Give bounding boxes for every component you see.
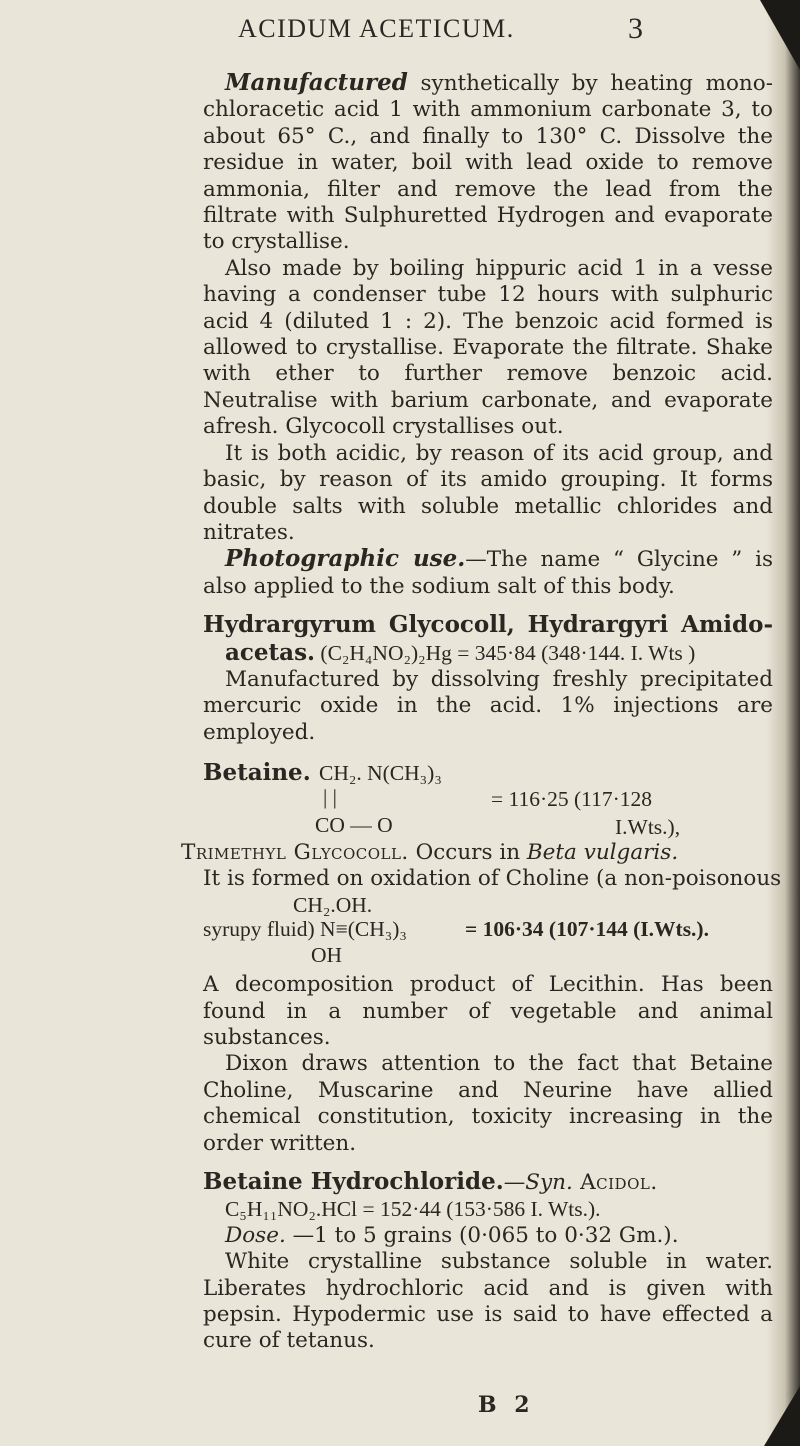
betaine-hcl-text: White crystalline substance soluble in water. Liberates hydrochloric acid and is given with pepsin. Hypodermic use is said to have effected a cure of tetanus. [203,1249,773,1354]
choline-syrupy: syrupy fluid) N≡(CH₃)₃ [203,917,407,942]
betaine-hcl-dose-text: —1 to 5 grains (0·065 to 0·32 Gm.). [285,1222,679,1248]
betaine-text1: It is formed on oxidation of Choline (a non-poisonous [203,866,782,892]
page-corner-bottom [764,1386,800,1446]
choline-weight: = 106·34 (107·144 (I.Wts.). [465,917,709,942]
betaine-hcl-heading-line [203,1169,773,1196]
betaine-alt-line [181,840,678,866]
page-number: 3 [628,12,643,45]
betaine-formula-line3: CO — O [315,813,393,838]
betaine-weight: = 116·25 (117·128 [491,787,653,812]
manufactured-heading: Manufactured [225,69,408,96]
hydrargyrum-entry [203,612,773,667]
hydrargyrum-text: Manufactured by dissolving freshly precipitated mercuric oxide in the acid. 1% injections are employed. [203,666,773,745]
photographic-text: —The name “ Glycine ” is also applied to the sodium salt of this body. [203,547,774,599]
page-corner-top [760,0,800,70]
betaine-hcl-formula: C₅H₁₁NO₂.HCl = 152·44 (153·586 I. Wts.). [225,1197,601,1222]
manufactured-paragraph-3: It is both acidic, by reason of its acid group, and basic, by reason of its amido grouping. It forms double salts with soluble metallic chlorides and nitrates. [203,440,773,545]
betaine-hcl-synonym: Acidol. [572,1170,658,1195]
betaine-source: Beta vulgaris. [526,840,679,866]
betaine-formula-bonds: | | [323,785,337,810]
betaine-alt-name: Trimethyl Glycocoll. [181,840,409,866]
betaine-heading: Betaine. [203,759,311,787]
photographic-heading: Photographic use. [225,545,466,573]
manufactured-text: synthetically by heating mono-chloracetic acid 1 with ammonium carbonate 3, to about 65° C., and finally to 130° C. Dissolve the residue in water, boil with lead oxide to remove ammonia, filter and remove the lead from the filtrate with Sulphuretted Hydrogen and evaporate to crystallise. [203,71,773,255]
hydrargyrum-heading: Hydrargyrum Glycocoll, Hydrargyri Amido-acetas. [203,611,773,666]
signature-mark: B 2 [478,1392,535,1418]
betaine-text2: A decomposition product of Lecithin. Has been found in a number of vegetable and animal substances. [203,972,773,1050]
betaine-occurs: Occurs in [408,840,527,866]
manufactured-paragraph-2: Also made by boiling hippuric acid 1 in a vesse having a condenser tube 12 hours with sulphuric acid 4 (diluted 1 : 2). The benzoic acid formed is allowed to crystallise. Evaporate the filtrate. Shake with ether to further remove benzoic acid. Neutralise with barium carbonate, and evaporate afresh. Glycocoll crystallises out. [203,255,773,440]
betaine-hcl-dose-label: Dose. [225,1222,286,1248]
betaine-formula-block [181,759,782,892]
choline-oh: OH [311,943,343,968]
text-column [181,69,782,1355]
manufactured-paragraph [203,70,773,256]
choline-formula-block [203,892,773,972]
betaine-hcl-dose [203,1223,773,1249]
betaine-iwts: I.Wts.), [615,815,681,840]
betaine-hcl-heading: Betaine Hydrochloride. [203,1168,504,1195]
betaine-text3: Dixon draws attention to the fact that Betaine Choline, Muscarine and Neurine have allied chemical constitution, toxicity increasing in the order written. [203,1051,773,1156]
choline-ch2oh: CH₂.OH. [293,893,373,918]
running-title: ACIDUM ACETICUM. [238,14,515,43]
betaine-formula-line1: CH₂. N(CH₃)₃ [319,761,442,786]
hydrargyrum-formula: (C₂H₄NO₂)₂Hg = 345·84 (348·144. I. Wts ) [315,640,696,665]
page-header [238,14,658,54]
photographic-paragraph [203,546,773,600]
betaine-hcl-syn-label: —Syn. [503,1170,573,1195]
